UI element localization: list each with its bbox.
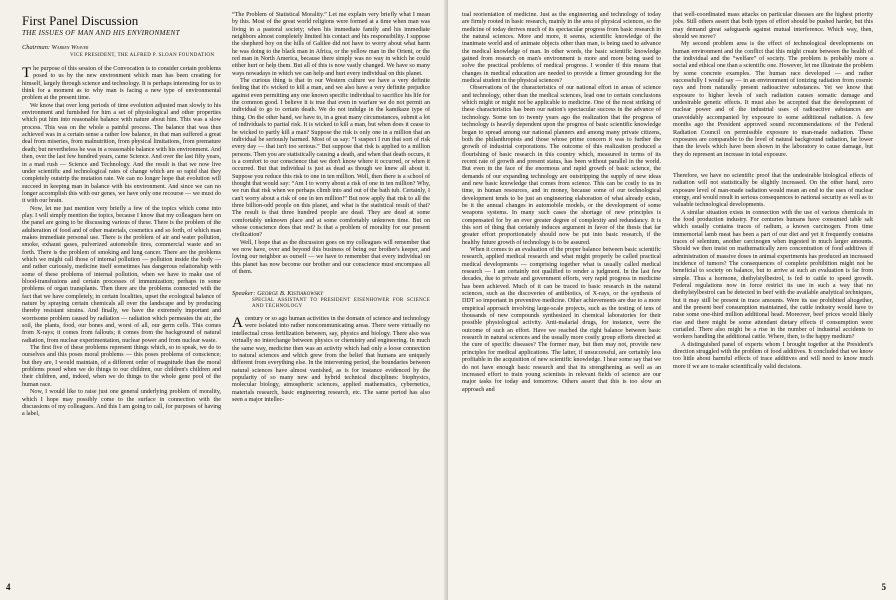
speaker-role: SPECIAL ASSISTANT TO PRESIDENT EISENHOWER FOR SCIENCE AND TECHNOLOGY (252, 297, 430, 309)
page-number-left: 4 (6, 582, 11, 592)
chairman-label: Chairman: (22, 44, 51, 52)
paragraph: “The Problem of Statistical Morality.” Let me explain very briefly what I mean by this. Most of the great world religions were formed at a time when man was living in a pastoral society; when his immediate family and his immediate neighbors almost completely limited his contact and his responsibility. I suppose the shepherd boy on the hills of Galilee did not have to worry about what harm he was doing to the black man in Africa, or the yellow man in the Orient, or the red man in North America, because there simply was no way in which he could either hurt or help them. But all of this is now vastly changed. We have so many ways nowadays in which we can help and hurt every individual on this planet. (232, 12, 430, 77)
speaker-label: Speaker: (232, 290, 256, 298)
paragraph: The curious thing is that in our Western culture we have a very definite feeling that it's wicked to kill a man, and we also have a very definite prejudice against even permitting any one known specific individual to sacrifice his life for the common good. I believe it is true that even in warfare we do not permit an individual to go to certain death. We do not indulge in the kamikaze type of thing. On the other hand, we have to, in a great many circumstances, submit a lot of individuals to partial risk. It is wicked to kill a man, but when does it cease to be wicked to partly kill a man? Suppose the risk is only one in a million that an individual be seriously harmed. Most of us say: “I suspect I run that sort of risk every day — that isn't too serious.” But suppose that risk is applied to a million persons. Then you are statistically causing a death, and when that death occurs, it is a comfort to our conscience that we don't know where it occurred, or when it occurred. But that individual is just as dead as though we knew all about it. Suppose you reduce this risk to one in ten million. Well, then there is a school of thought that would say: “Am I to worry about a risk of one in ten million? Why, we run that risk when we perhaps climb into and out of the bath tub. Certainly, I can't worry about a risk of one in ten million!” But now apply that risk to all the three billion-odd people on this planet, and what is the statistical result of that? The result is that three hundred people are dead. They are dead at some comfortably unknown place and at some comfortably unknown time. But on whose conscience does that rest? Is that a problem of morality for our present civilization? (232, 78, 430, 239)
paragraph: Therefore, we have no scientific proof that the undesirable biological effects of radiation will not statistically be slightly increased. On the other hand, zero exposure level of man-made radiation would mean an end to the uses of nuclear energy, and would result in serious consequences to national security as well as to valuable technological developments. (673, 172, 873, 209)
speaker-name: George B. Kistiakowsky (257, 290, 324, 298)
paragraph: The purpose of this session of the Convocation is to consider certain problems posed to us by the new environment which man has been creating for himself, largely through science and technology. It is perhaps interesting for us to think for a moment as to why man is facing a new type of environmental problem at the present time. (22, 65, 221, 102)
column-2 (232, 12, 430, 404)
drop-cap: A (232, 315, 243, 332)
page-title: First Panel Discussion (22, 13, 139, 28)
page-subtitle: THE ISSUES OF MAN AND HIS ENVIRONMENT (22, 29, 180, 37)
paragraph: that well-coordinated mass attacks on particular diseases are the highest priority jobs. Still others assert that both types of effort should be pushed harder, but this may demand great safeguards against mutual interference. Which way, then, should we move? (673, 12, 873, 41)
drop-cap: T (22, 65, 32, 82)
paragraph: The first five of these problems represent things which, so to speak, we do to ourselves and this poses moral problems — this poses problems of conscience; but they are, I would maintain, of a different order of magnitude than the moral problems posed when we do things to our children, our children's children and their children, and, indeed, when we do things to the whole gene pool of the human race. (22, 345, 221, 388)
chairman-line (22, 44, 221, 51)
page-number-right: 5 (881, 582, 886, 592)
right-page (448, 0, 896, 600)
paragraph: A century or so ago human activities in the domain of science and technology were isolated into rather noncommunicating areas. There were virtually no intellectual cross fertilization between, say, physics and biology. There also was virtually no interchange between physics or chemistry and engineering. In much the same way, medicine then was an activity which had only a loose connection to natural sciences and which grew from the belief that humans are uniquely different from everything else. In the intervening period, the boundaries between natural sciences have almost vanished, as is for instance evidenced by the popularity of so many new and hybrid technical disciplines: biophysics, molecular biology, atmospheric sciences, applied mathematics, cybernetics, materials research, basic engineering research, etc. The same period has also seen a major intellec- (232, 315, 430, 403)
speaker-line (232, 290, 430, 297)
column-4 (673, 12, 873, 371)
column-3 (462, 12, 661, 394)
paragraph: When it comes to an evaluation of the proper balance between basic scientific research, applied medical research and what might properly be called practical medical developments — comprising together what is usually called medical research — I am certainly not qualified to render a judgment. In the last few decades, due to private and government efforts, very rapid progress in medicine has been achieved. Much of it can be traced to basic research in the natural sciences, such as the discoveries of antibiotics, of X-rays, or the synthesis of DDT so important in preventive medicine. Other achievements are due to a more empirical approach involving large-scale projects, such as the testing of tens of thousands of new compounds synthesized in chemical laboratories for their possible physiological activity. Anti-malarial drugs, for instance, were the outcome of such an effort. Have we reached the right balance between basic research in natural sciences and the usually more costly group efforts directed at the cure of specific diseases? The former may, but then may not, provide new principles for medical applications. The latter, if unsuccessful, are certainly less profitable in the acquisition of new scientific knowledge. I hear some say that we do not have enough basic research and that its strengthening as well as an increased effort to train young scientists in relevant fields of science are our major tasks for today and tomorrow. Others assert that this is too slow an approach and (462, 247, 661, 393)
paragraph: Now, let me just mention very briefly a few of the topics which come into play. I will simply mention the topics, because I know that my colleagues here on the panel are going to be discussing various of these. There is the problem of the adulteration of food and of other materials, cosmetics and so forth, of which man makes immediate personal use. There is the problem of air and water pollution, smoke, exhaust gases, pulverized automobile tires, commercial waste and so forth. There is the problem of smoking and lung cancer. There are the problems which we might call those of internal pollution — pollution inside the body — and rather curiously, medicine itself sometimes has dangerous relationship with some of these problems of internal pollution, when we have to make use of blood-transfusions and certain processes of immunization; perhaps in some problems of organ transplants. Then there are the problems connected with the fact that we have completely, in certain localities, upset the ecological balance of nature by spraying certain chemicals all over the landscape and by producing thereby resistant strains. And finally, we have the extremely important and worrisome problem caused by radiation — radiation which permeates the air, the soil, the plants, food, our bones and, worst of all, our germ cells. This comes from X-rays; it comes from fallouts; it comes from the background of natural radiation, from nuclear experimentation, nuclear power and from nuclear waste. (22, 205, 221, 344)
chairman-name: Warren Weaver (51, 44, 89, 52)
paragraph: Well, I hope that as the discussion goes on my colleagues will remember that we now have, over and beyond this business of being our brother's keeper, and loving our neighbor as ourself — we have to remember that every individual on this planet has now become our brother and our conscience must encompass all of them. (232, 239, 430, 276)
paragraph: We know that over long periods of time evolution adjusted man slowly to his environment and furnished for him a set of physiological and other properties which put him into reasonable balance with nature about him. This was a slow process. This was on the whole a painful process. The balance that was thus achieved was in a certain sense a rather low balance, in that man suffered a great deal from miseries, from malnutrition, from physical limitations, from premature death; but nevertheless he was in a reasonable balance with his environment. And then, over the last few hundred years, came Science. And over the last fifty years, in a mad rush — Science and Technology. And the result is that we now live under scientific and technological rates of change which are so rapid that they completely outstrip the mutation rate. We can no longer hope that evolution will succeed in keeping man in balance with his environment. And since we can no longer accomplish this with our genes, we have only one recourse — we must do it with our brain. (22, 102, 221, 205)
paragraph: tual reorientation of medicine. Just as the engineering and technology of today are firmly rooted in basic research, mainly in the area of physical sciences, so the medicine of today derives much of its spectacular progress from basic research in the natural sciences. More and more, it seems, scientific knowledge of the inanimate world and of animate objects other than man, is being used to advance the medical knowledge of man. In other words, the basic scientific knowledge gained from research on man's environment is more and more being used to solve the practical problems of medical progress. I wonder if this means that changes in medical education are needed to provide a firmer grounding for the medical student in the physical sciences? (462, 12, 661, 85)
column-1 (22, 14, 221, 419)
paragraph: A distinguished panel of experts whom I brought together at the President's direction struggled with the problem of food additives. It concluded that we know too little about harmful effects of trace additives and will need to know much more if we are to make scientifically valid decisions. (673, 341, 873, 370)
paragraph: Now, I would like to raise just one general underlying problem of morality, which I hope may possibly come to the surface in connection with the discussions of my colleagues. And this I am going to call, for purposes of having a label, (22, 389, 221, 418)
paragraph: Observations of the characteristics of our national effort in areas of science and technology, other than the medical sciences, lead one to certain conclusions which might or might not be applicable to medicine. One of the most striking of these characteristics has been our nation's spectacular success in the advance of technology. Some ten to twenty years ago the realization that the progress of technology is heavily dependent upon the progress of basic scientific knowledge began to spread among our national planners and among many private citizens, both the philanthropists and those whose prime concern it was to further the growth of industrial corporations. The outcome of this realization produced a flourishing of basic research in this country which, measured in terms of its recent rate of growth and present status, has been without parallel in the world. But even in the face of the enormous and rapid growth of basic science, the demands of our expanding technology are outstripping the supply of new ideas and new basic knowledge that comes from science. This can be costly to us in time, in human resources, and in money, because some of our technological development tends to be just an engineering elaboration of what already exists, be it the annual changes in automobile models, or the development of some weapons systems. In many such cases the shortage of new principles is compensated for by an ever greater degree of complexity and redundancy. It is this sort of thing that certainly induces argument in favor of the thesis that far greater effort proportionately should now be put into basic research, if the healthy future growth of technology is to be assured. (462, 85, 661, 246)
chairman-role: VICE PRESIDENT, THE ALFRED P. SLOAN FOUNDATION (70, 51, 215, 58)
paragraph: My second problem area is the effect of technological developments on human environment and the conflict that this might create between the health of the individual and the “welfare” of society. The problem is probably more a social and ethical one than a scientific one. However, let me illustrate the problem by some concrete examples. The human race developed — and rather successfully I would say — in an environment of ionizing radiation from cosmic rays and from naturally present radioactive substances. Yet we know that exposure to higher levels of such radiation causes somatic damage and undesirable genetic effects. It must also be accepted that the development of nuclear power and of the industrial uses of radioactive substances are unavoidably accompanied by exposure to some additional radiation. A few months ago the President approved sound recommendations of the Federal Radiation Council on permissible exposure to man-made radiation. These exposures are comparable to the level of natural background radiation, far lower than the levels which have been shown in the laboratory to cause damage, but they do represent an increase in total exposure. (673, 41, 873, 158)
paragraph: A similar situation exists in connection with the use of various chemicals in the food production industry. For centuries humans have consumed table salt which usually contains traces of radium, a known carcinogen. From time immemorial lamb meat has been a part of our diet and yet it frequently contains traces of selenium, another carcinogen when ingested in much larger amounts. Should we then insist on mathematically zero concentration of food additives if administration of massive doses in animal experiments has produced an increased incidence of tumors? The consequences of complete prohibition might not be beneficial to society on balance, but to arrive at such an evaluation is far from simple. Thus a hormone, diethylstylbestrol, is fed to cattle to speed growth. Federal regulations now in force restrict its use in such a way that no diethylstylbestrol can be detected in beef with the available analytical techniques, but it may still be present in trace amounts. Were its use prohibited altogether, and the present beef consumption maintained, the cattle industry would have to raise some one-third million additional head. Moreover, beef prices would likely rise and there might be some attendant dietary effects if consumption were curtailed. There also might be a rise in the number of industrial accidents to workers handling the additional cattle. Where, then, is the happy medium? (673, 209, 873, 341)
